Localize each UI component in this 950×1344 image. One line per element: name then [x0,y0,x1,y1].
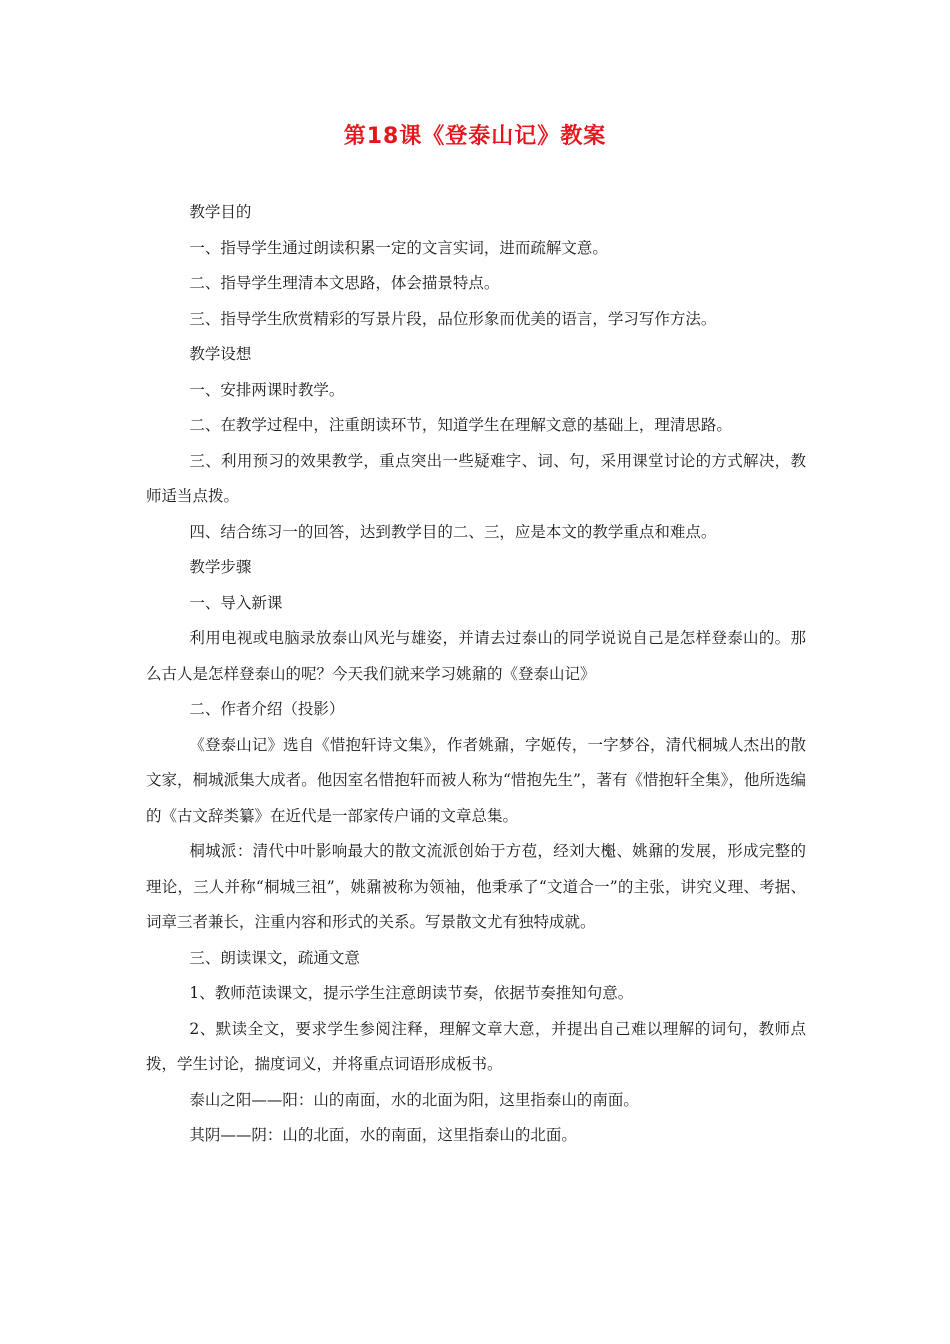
section-heading-design: 教学设想 [189,345,252,363]
paragraph: 二、指导学生理清本文思路，体会描景特点。 [189,274,500,292]
paragraph: 二、在教学过程中，注重朗读环节，知道学生在理解文意的基础上，理清思路。 [189,416,732,434]
paragraph: 一、导入新课 [189,593,283,612]
paragraph: 三、指导学生欣赏精彩的写景片段，品位形象而优美的语言，学习写作方法。 [189,309,717,328]
paragraph: 泰山之阳——阳：山的南面，水的北面为阳，这里指泰山的南面。 [189,1090,639,1109]
paragraph: 2、默读全文，要求学生参阅注释，理解文章大意，并提出自己难以理解的词句，教师点拨，学生讨论，揣度词义，并将重点词语形成板书。 [146,1019,806,1073]
document-title: 第18课《登泰山记》教案 [343,124,607,149]
document-body [146,195,806,1154]
section-heading-steps: 教学步骤 [189,558,252,576]
section-heading-objectives: 教学目的 [189,203,252,221]
paragraph: 四、结合练习一的回答，达到教学目的二、三，应是本文的教学重点和难点。 [189,522,717,541]
paragraph: 三、利用预习的效果教学，重点突出一些疑难字、词、句，采用课堂讨论的方式解决，教师适当点拨。 [146,451,806,505]
paragraph: 其阴——阴：山的北面，水的南面，这里指泰山的北面。 [189,1126,577,1144]
paragraph: 《登泰山记》选自《惜抱轩诗文集》，作者姚鼐，字姬传，一字梦谷，清代桐城人杰出的散文家，桐城派集大成者。他因室名惜抱轩而被人称为“惜抱先生”，著有《惜抱轩全集》，他所选编的《古文辞类纂》在近代是一部家传户诵的文章总集。 [146,735,806,825]
paragraph: 桐城派：清代中叶影响最大的散文流派创始于方苞，经刘大櫆、姚鼐的发展，形成完整的理论，三人并称“桐城三祖”，姚鼐被称为领袖，他秉承了“文道合一”的主张，讲究义理、考据、词章三者兼长，注重内容和形式的关系。写景散文尤有独特成就。 [146,842,806,931]
paragraph: 一、指导学生通过朗读积累一定的文言实词，进而疏解文意。 [189,238,608,257]
paragraph: 利用电视或电脑录放泰山风光与雄姿，并请去过泰山的同学说说自己是怎样登泰山的。那么古人是怎样登泰山的呢？今天我们就来学习姚鼐的《登泰山记》 [146,629,806,683]
paragraph: 1、教师范读课文，提示学生注意朗读节奏，依据节奏推知句意。 [189,984,634,1002]
paragraph: 一、安排两课时教学。 [189,380,345,399]
paragraph: 二、作者介绍（投影） [189,700,345,718]
paragraph: 三、朗读课文，疏通文意 [189,948,360,967]
